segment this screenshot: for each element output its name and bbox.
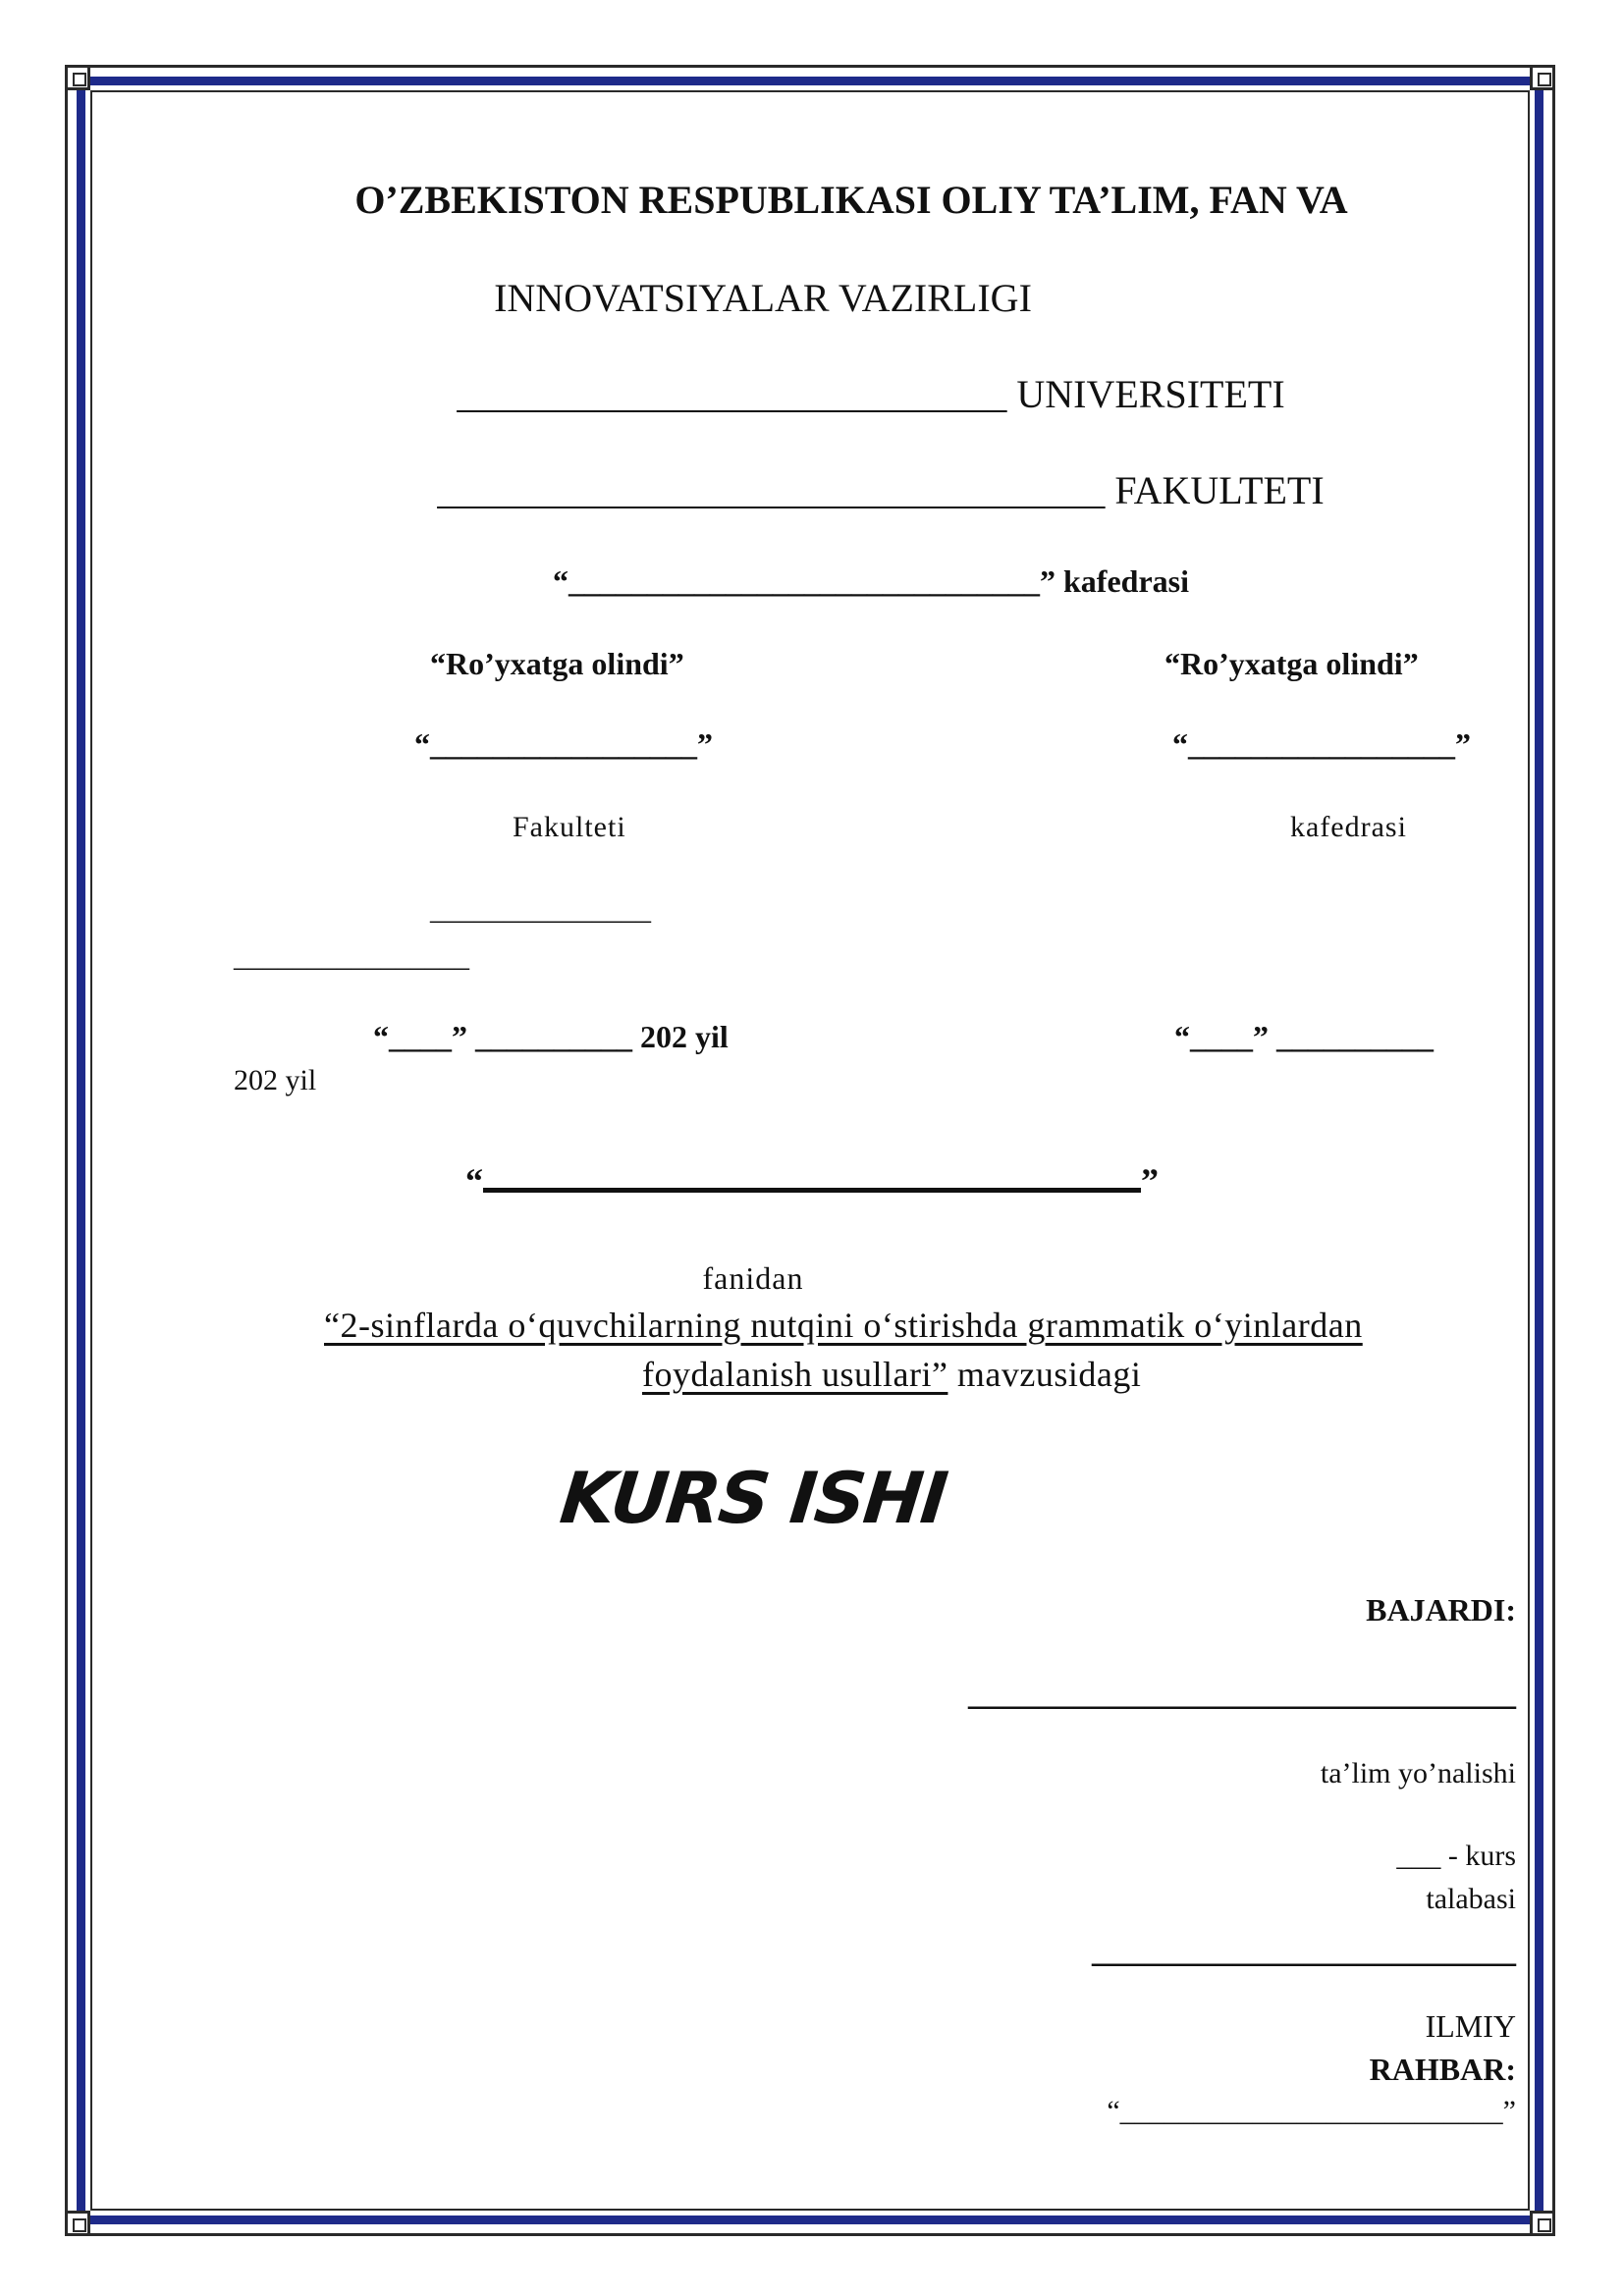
ilmiy-label: ILMIY [1425, 2008, 1516, 2044]
faculty-line: __________________________________ FAKULTETI [437, 468, 1325, 512]
talim-yonalishi: ta’lim yo’nalishi [1320, 1757, 1516, 1789]
registered-right-date-year: 202 yil [234, 1064, 317, 1096]
registered-right-number: “_________________” [1172, 726, 1471, 762]
topic-line-1: “2-sinflarda o‘quvchilarning nutqini o‘stirishda grammatik o‘yinlardan [324, 1306, 1363, 1345]
subject-blank-line [483, 1162, 1141, 1193]
document-title: KURS ISHI [556, 1457, 950, 1539]
registered-left-number: “_________________” [414, 726, 713, 762]
registered-left-blank: _______________ [430, 893, 651, 926]
topic-line-2 [642, 1357, 1141, 1392]
fanidan-label: fanidan [702, 1260, 804, 1296]
supervisor-blank: “__________________________” [1107, 2095, 1516, 2127]
rahbar-label: RAHBAR: [1369, 2052, 1516, 2087]
registered-left-date: “____” __________ 202 yil [373, 1019, 729, 1054]
student-blank: _______________________________ [968, 1673, 1516, 1712]
border-corner-top-right [1530, 65, 1555, 90]
university-line: ____________________________ UNIVERSITETI [457, 372, 1285, 416]
topic-line-2-underlined: foydalanish usullari” [642, 1355, 948, 1394]
registered-left-title: “Ro’yxatga olindi” [430, 646, 684, 681]
border-corner-bottom-right [1530, 2211, 1555, 2236]
student-name-blank: ________________________ [1092, 1930, 1516, 1969]
ministry-line-2: INNOVATSIYALAR VAZIRLIGI [494, 276, 1032, 320]
department-line: “______________________________” kafedrasi [553, 563, 1189, 599]
ministry-line-1: O’ZBEKISTON RESPUBLIKASI OLIY TA’LIM, FAN VA [354, 178, 1348, 222]
registered-right-date: “____” __________ [1174, 1019, 1434, 1054]
talabasi-label: talabasi [1426, 1883, 1516, 1915]
subject-open-quote: “ [465, 1161, 483, 1201]
kurs-label: ___ - kurs [1396, 1840, 1516, 1872]
subject-close-quote: ” [1141, 1161, 1159, 1201]
topic-mavzusidagi: mavzusidagi [947, 1355, 1142, 1394]
subject-name-blank [0, 1162, 1624, 1199]
registered-right-title: “Ro’yxatga olindi” [1164, 646, 1419, 681]
border-corner-top-left [65, 65, 90, 90]
registered-right-label: kafedrasi [1290, 811, 1407, 843]
border-corner-bottom-left [65, 2211, 90, 2236]
registered-right-blank: ________________ [234, 940, 469, 973]
bajardi-label: BAJARDI: [1366, 1592, 1516, 1628]
registered-left-label: Fakulteti [513, 811, 626, 843]
